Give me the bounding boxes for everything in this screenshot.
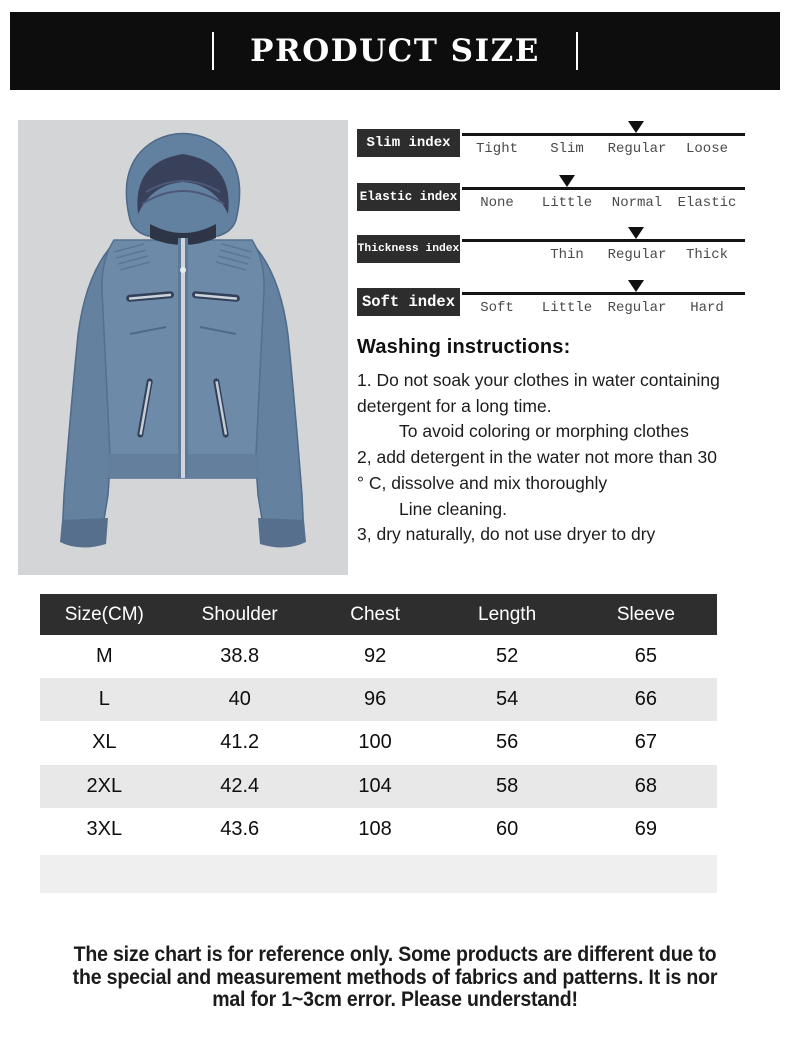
scale-option: Loose bbox=[685, 141, 729, 157]
measurement-cell: 92 bbox=[363, 645, 387, 668]
washing-title: Washing instructions: bbox=[357, 336, 571, 358]
disclaimer-line: mal for 1~3cm error. Please understand! bbox=[212, 988, 578, 1011]
measurement-cell: 56 bbox=[495, 731, 519, 754]
measurement-cell: 104 bbox=[358, 774, 392, 797]
measurement-cell: 67 bbox=[634, 731, 657, 754]
column-header: Sleeve bbox=[616, 603, 675, 625]
column-header: Chest bbox=[350, 603, 400, 625]
measurement-cell: 52 bbox=[495, 645, 519, 668]
measurement-cell: 58 bbox=[495, 774, 519, 797]
scale-line bbox=[462, 187, 745, 190]
product-photo bbox=[18, 120, 348, 575]
scale-option: Thin bbox=[550, 247, 584, 263]
index-label-box: Soft index bbox=[357, 288, 460, 316]
header-banner bbox=[10, 12, 780, 90]
measurement-cell: 66 bbox=[634, 688, 657, 711]
washing-line: 2, add detergent in the water not more than 30 bbox=[357, 447, 717, 468]
disclaimer-line: the special and measurement methods of fabrics and patterns. It is nor bbox=[72, 965, 718, 989]
scale-option: Little bbox=[541, 300, 593, 316]
measurement-cell: 43.6 bbox=[220, 817, 260, 840]
scale-option: None bbox=[480, 195, 514, 211]
measurement-cell: 69 bbox=[634, 817, 657, 840]
table-row bbox=[40, 635, 717, 678]
measurement-cell: 108 bbox=[358, 817, 392, 840]
measurement-cell: 65 bbox=[634, 645, 657, 668]
disclaimer bbox=[0, 944, 790, 1012]
measurement-cell: 38.8 bbox=[220, 645, 260, 668]
scale-option: Thick bbox=[685, 247, 729, 263]
index-label-box: Elastic index bbox=[357, 183, 460, 211]
table-row bbox=[40, 721, 717, 764]
column-header: Length bbox=[478, 603, 537, 625]
scale-option: Regular bbox=[607, 247, 667, 263]
scale-option: Regular bbox=[607, 141, 667, 157]
selection-arrow-icon bbox=[628, 227, 644, 239]
washing-line: ° C, dissolve and mix thoroughly bbox=[357, 472, 608, 493]
column-header: Shoulder bbox=[201, 603, 278, 625]
size-cell: 3XL bbox=[86, 817, 123, 840]
size-cell: 2XL bbox=[86, 774, 123, 797]
measurement-cell: 96 bbox=[363, 688, 387, 711]
scale-option: Soft bbox=[480, 300, 514, 316]
index-label-box: Thickness index bbox=[357, 235, 460, 263]
size-cell: XL bbox=[92, 731, 117, 754]
scale-line bbox=[462, 133, 745, 136]
size-cell: M bbox=[95, 645, 113, 668]
washing-line: To avoid coloring or morphing clothes bbox=[399, 421, 689, 442]
slim-index-row bbox=[355, 130, 750, 170]
thickness-index-row bbox=[355, 236, 750, 276]
size-cell: L bbox=[98, 688, 110, 711]
jacket-illustration bbox=[18, 120, 348, 575]
washing-line: Line cleaning. bbox=[399, 498, 507, 519]
scale-line bbox=[462, 239, 745, 242]
elastic-index-row bbox=[355, 184, 750, 224]
washing-line: detergent for a long time. bbox=[357, 395, 552, 416]
soft-index-row bbox=[355, 289, 750, 329]
scale-option: Normal bbox=[611, 195, 663, 211]
table-header-row bbox=[40, 594, 717, 635]
scale-option: Slim bbox=[550, 141, 584, 157]
measurement-cell: 42.4 bbox=[220, 774, 260, 797]
measurement-cell: 68 bbox=[634, 774, 657, 797]
right-divider-bar bbox=[576, 32, 578, 70]
measurement-cell: 40 bbox=[228, 688, 251, 711]
washing-line: 1. Do not soak your clothes in water containing bbox=[357, 370, 720, 390]
measurement-cell: 41.2 bbox=[220, 731, 260, 754]
table-row bbox=[40, 678, 717, 721]
page-title: PRODUCT SIZE bbox=[250, 33, 540, 69]
disclaimer-text bbox=[28, 944, 763, 1012]
scale-option: Regular bbox=[607, 300, 667, 316]
measurement-cell: 60 bbox=[495, 817, 519, 840]
index-label-box: Slim index bbox=[357, 129, 460, 157]
column-header: Size(CM) bbox=[64, 603, 144, 625]
empty-table-row bbox=[40, 855, 717, 893]
size-table bbox=[40, 594, 717, 851]
scale-line bbox=[462, 292, 745, 295]
washing-lines bbox=[357, 368, 787, 548]
disclaimer-line: The size chart is for reference only. Some products are different due to bbox=[73, 943, 717, 966]
table-row bbox=[40, 765, 717, 808]
measurement-cell: 100 bbox=[358, 731, 392, 754]
scale-option: Little bbox=[541, 195, 593, 211]
scale-option: Tight bbox=[475, 141, 519, 157]
selection-arrow-icon bbox=[559, 175, 575, 187]
selection-arrow-icon bbox=[628, 121, 644, 133]
scale-option: Hard bbox=[690, 300, 724, 316]
index-scales bbox=[355, 130, 750, 330]
washing-line: 3, dry naturally, do not use dryer to dry bbox=[357, 524, 656, 545]
selection-arrow-icon bbox=[628, 280, 644, 292]
table-row bbox=[40, 808, 717, 851]
left-divider-bar bbox=[212, 32, 214, 70]
scale-option: Elastic bbox=[677, 195, 737, 211]
measurement-cell: 54 bbox=[495, 688, 519, 711]
washing-instructions bbox=[357, 336, 787, 548]
